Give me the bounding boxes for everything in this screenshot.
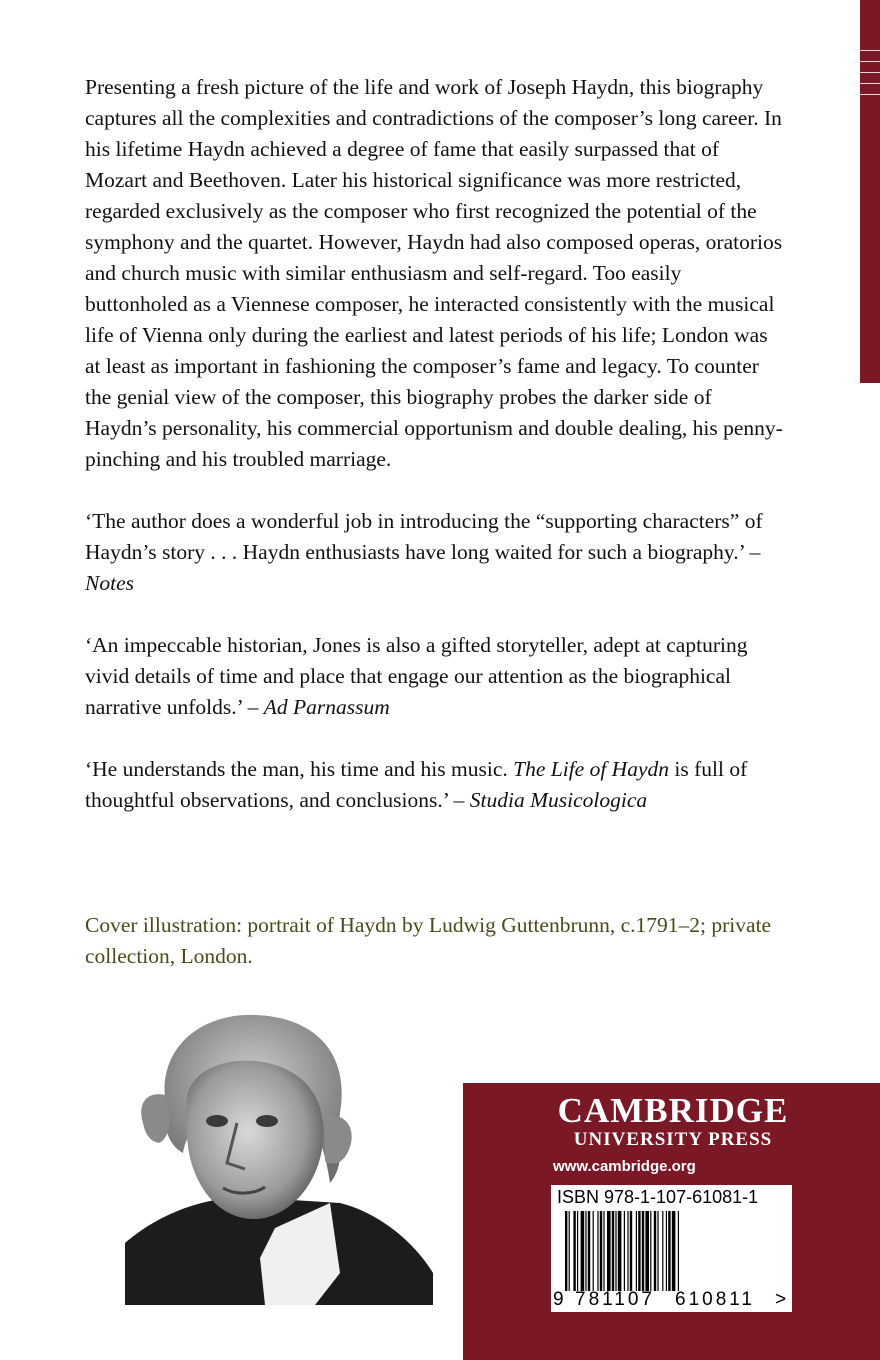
eye-shape: [206, 1115, 228, 1127]
barcode-bar: [638, 1211, 640, 1291]
barcode-bar: [666, 1211, 667, 1291]
review-quote: ‘The author does a wonderful job in introducing the “supporting characters” of Haydn’s story . . . Haydn enthusiasts have long waited for such a biography.’ – Notes: [85, 509, 763, 595]
barcode-bar: [603, 1211, 604, 1291]
wig-curl-shape: [141, 1094, 170, 1143]
publisher-panel: [463, 1083, 880, 1360]
barcode-bar: [630, 1211, 632, 1291]
publisher-subtitle: UNIVERSITY PRESS: [573, 1129, 773, 1150]
barcode-bar: [588, 1211, 590, 1291]
barcode-bar: [624, 1211, 625, 1291]
back-cover-text: [85, 72, 785, 847]
face-shape: [186, 1061, 324, 1219]
barcode-bar: [636, 1211, 637, 1291]
cover-illustration-credit: Cover illustration: portrait of Haydn by Ludwig Guttenbrunn, c.1791–2; private collection, London.: [85, 913, 772, 968]
barcode-bar: [650, 1211, 651, 1291]
review-quote: ‘An impeccable historian, Jones is also a gifted storyteller, adept at capturing vivid details of time and place that engage our attention as the biographical narrative unfolds.’ – Ad Parnassum: [85, 633, 748, 719]
barcode-box: [551, 1185, 792, 1312]
book-title: The Life of Haydn: [513, 757, 670, 781]
description-paragraph: Presenting a fresh picture of the life and work of Joseph Haydn, this biography captures all the complexities and contradictions of the composer’s long career. In his lifetime Haydn achieved a degree of fame that easily surpassed that of Mozart and Beethoven. Later his historical significance was more restricted, regarded exclusively as the composer who first recognized the potential of the symphony and the quartet. However, Haydn had also composed operas, oratorios and church music with similar enthusiasm and self-regard. Too easily buttonholed as a Viennese composer, he interacted consistently with the musical life of Vienna only during the earliest and latest periods of his life; London was at least as important in fashioning the composer’s fame and legacy. To counter the genial view of the composer, this biography probes the darker side of Haydn’s personality, his commercial opportunism and double dealing, his penny-pinching and his troubled marriage.: [85, 75, 783, 471]
barcode-bar: [565, 1211, 567, 1291]
haydn-portrait-image: [125, 1003, 433, 1305]
barcode-left-digits: 781107: [575, 1289, 655, 1310]
barcode-bar: [657, 1211, 658, 1291]
review-source: Notes: [85, 571, 134, 595]
barcode-bar: [642, 1211, 644, 1291]
wig-curl-shape: [325, 1116, 352, 1164]
review-quote: ‘He understands the man, his time and his music. The Life of Haydn is full of thoughtful observations, and conclusions.’ – Studia Musicologica: [85, 757, 748, 812]
barcode-bar: [612, 1211, 614, 1291]
barcode-bar: [678, 1211, 679, 1291]
publisher-url: www.cambridge.org: [553, 1158, 696, 1175]
barcode-bar: [569, 1211, 570, 1291]
barcode-bar: [615, 1211, 616, 1291]
review-source: Ad Parnassum: [263, 695, 390, 719]
barcode-bar: [593, 1211, 594, 1291]
barcode-bar: [597, 1211, 598, 1291]
review-source: Studia Musicologica: [469, 788, 648, 812]
barcode-bar: [577, 1211, 578, 1291]
barcode-first-digit: 9: [553, 1289, 564, 1310]
publisher-name: CAMBRIDGE: [557, 1091, 789, 1130]
barcode-bar: [645, 1211, 649, 1291]
barcode-bar: [607, 1211, 611, 1291]
barcode-bar: [600, 1211, 602, 1291]
barcode-bar: [618, 1211, 622, 1291]
barcode-bars: [565, 1211, 779, 1291]
barcode-end-marker: >: [775, 1289, 787, 1310]
barcode-bar: [668, 1211, 670, 1291]
spine-stripes: [860, 40, 880, 104]
barcode-bar: [581, 1211, 585, 1291]
barcode-bar: [662, 1211, 663, 1291]
eye-shape: [256, 1115, 278, 1127]
isbn-label: ISBN 978-1-107-61081-1: [557, 1187, 759, 1207]
spine-band: [860, 0, 880, 383]
barcode-bar: [672, 1211, 676, 1291]
barcode-bar: [585, 1211, 586, 1291]
barcode-bar: [573, 1211, 575, 1291]
barcode-right-digits: 610811: [675, 1289, 755, 1310]
barcode-bar: [654, 1211, 656, 1291]
barcode-bar: [627, 1211, 628, 1291]
